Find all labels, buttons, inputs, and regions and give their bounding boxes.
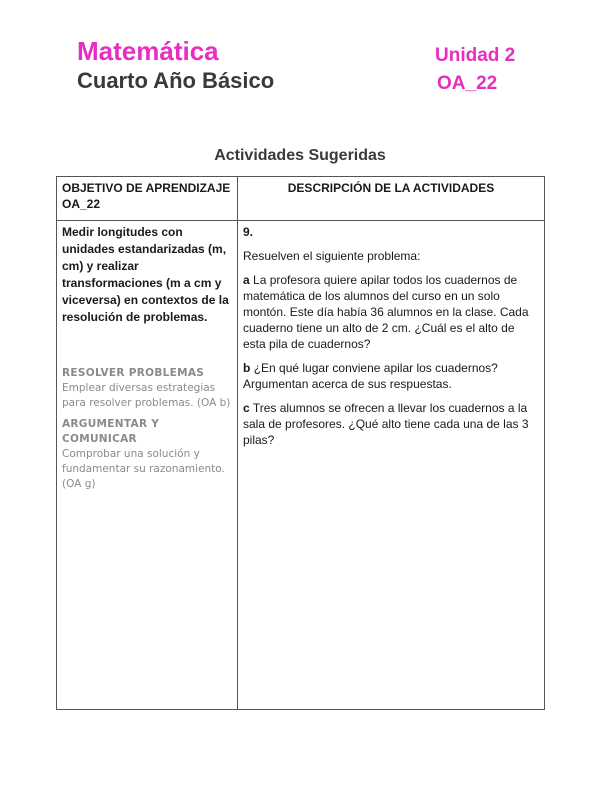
description-header [238, 177, 545, 221]
unit-label: Unidad 2 [435, 45, 516, 66]
activity-item-c [243, 400, 539, 448]
skill-title: RESOLVER PROBLEMAS [62, 367, 205, 379]
activity-item-a [243, 272, 539, 352]
subject-title: Matemática [77, 36, 219, 66]
table-row [57, 221, 545, 710]
oa-code-label: OA_22 [437, 73, 498, 94]
item-text: Tres alumnos se ofrecen a llevar los cuadernos a la sala de profesores. ¿Qué alto tiene cada una de las 3 pilas? [243, 401, 529, 447]
skill-title: ARGUMENTAR Y COMUNICAR [62, 418, 160, 445]
table-header-row [57, 177, 545, 221]
item-text: ¿En qué lugar conviene apilar los cuadernos? Argumentan acerca de sus respuestas. [243, 361, 498, 391]
activity-intro: Resuelven el siguiente problema: [243, 249, 421, 263]
skill-text: Comprobar una solución y fundamentar su razonamiento. (OA g) [62, 448, 225, 490]
skill-text: Emplear diversas estrategias para resolver problemas. (OA b) [62, 382, 231, 409]
item-label: c [243, 401, 250, 415]
description-cell [238, 221, 545, 710]
description-header-label: DESCRIPCIÓN DE LA ACTIVIDADES [287, 181, 495, 195]
item-label: a [243, 273, 250, 287]
skill-item [62, 366, 232, 411]
objective-header [57, 177, 238, 221]
objective-header-line1: OBJETIVO DE APRENDIZAJE [62, 181, 231, 195]
activity-item-b [243, 360, 539, 392]
section-title: Actividades Sugeridas [214, 147, 386, 164]
skills-list [62, 366, 232, 492]
item-text: La profesora quiere apilar todos los cuadernos de matemática de los alumnos del curso en un solo montón. Este día había 36 alumnos en la clase. Cada cuaderno tiene un alto de 2 cm. ¿Cuál es el alto de esta pila de cuadernos? [243, 273, 529, 351]
objective-text: Medir longitudes con unidades estandarizadas (m, cm) y realizar transformaciones (m a cm y viceversa) en contextos de la resolución de problemas. [62, 225, 229, 324]
grade-title: Cuarto Año Básico [77, 68, 275, 93]
item-label: b [243, 361, 251, 375]
activities-table [56, 176, 545, 710]
objective-cell [57, 221, 238, 710]
skill-item [62, 417, 232, 492]
objective-header-line2: OA_22 [62, 197, 101, 211]
activity-number: 9. [243, 225, 254, 239]
